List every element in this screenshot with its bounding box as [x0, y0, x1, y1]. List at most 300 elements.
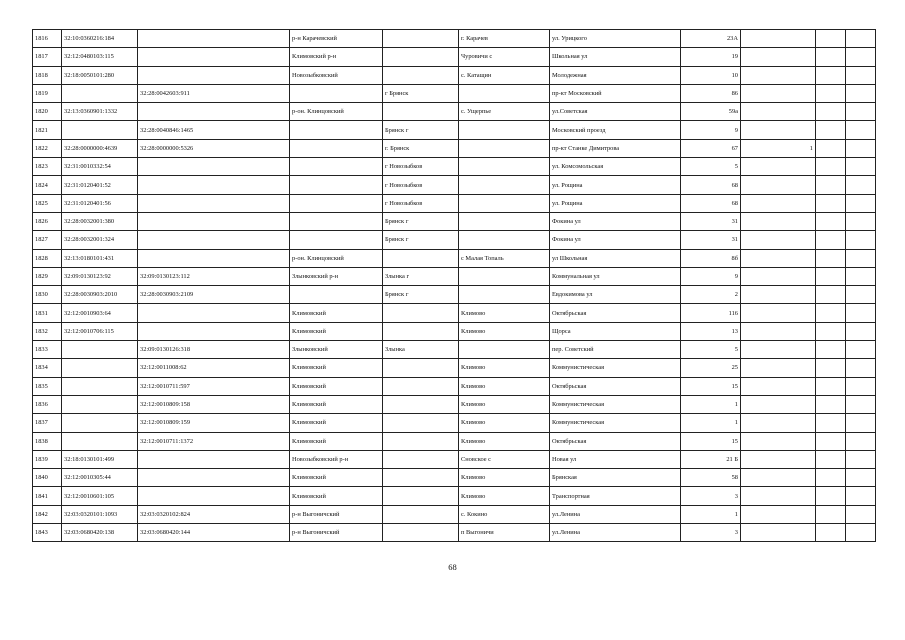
settlement-cell: [459, 231, 550, 249]
cadastral-number-cell: [62, 341, 138, 359]
row-number-cell: 1826: [33, 212, 62, 230]
apartment-cell: [741, 212, 816, 230]
empty-cell: [846, 30, 876, 48]
building-cadastral-number-cell: 32:12:0011008:62: [138, 359, 290, 377]
district-cell: Новозыбковский р-н: [290, 450, 383, 468]
cadastral-number-cell: 32:28:0032001:380: [62, 212, 138, 230]
city-cell: [383, 414, 459, 432]
empty-cell: [846, 267, 876, 285]
empty-cell: [816, 432, 846, 450]
settlement-cell: с. Катащин: [459, 66, 550, 84]
cadastral-number-cell: 32:10:0360216:184: [62, 30, 138, 48]
cadastral-number-cell: [62, 395, 138, 413]
settlement-cell: [459, 194, 550, 212]
apartment-cell: [741, 395, 816, 413]
settlement-cell: [459, 341, 550, 359]
settlement-cell: [459, 84, 550, 102]
row-number-cell: 1820: [33, 103, 62, 121]
empty-cell: [846, 414, 876, 432]
empty-cell: [846, 395, 876, 413]
street-cell: Московский проезд: [550, 121, 681, 139]
district-cell: [290, 84, 383, 102]
house-number-cell: 13: [681, 322, 741, 340]
house-number-cell: 9: [681, 267, 741, 285]
settlement-cell: Климово: [459, 304, 550, 322]
building-cadastral-number-cell: [138, 176, 290, 194]
table-row: [33, 66, 876, 84]
district-cell: [290, 176, 383, 194]
empty-cell: [846, 487, 876, 505]
city-cell: [383, 505, 459, 523]
street-cell: ул. Рощина: [550, 176, 681, 194]
table-row: [33, 267, 876, 285]
district-cell: [290, 231, 383, 249]
house-number-cell: 31: [681, 231, 741, 249]
cadastral-number-cell: [62, 359, 138, 377]
empty-cell: [816, 158, 846, 176]
cadastral-number-cell: 32:12:0480103:115: [62, 48, 138, 66]
house-number-cell: 23А: [681, 30, 741, 48]
building-cadastral-number-cell: [138, 212, 290, 230]
settlement-cell: Чуровичи с: [459, 48, 550, 66]
empty-cell: [846, 432, 876, 450]
house-number-cell: 15: [681, 377, 741, 395]
house-number-cell: 86: [681, 84, 741, 102]
settlement-cell: Климово: [459, 359, 550, 377]
apartment-cell: [741, 487, 816, 505]
house-number-cell: 31: [681, 212, 741, 230]
city-cell: Брянск г: [383, 121, 459, 139]
settlement-cell: [459, 176, 550, 194]
city-cell: [383, 30, 459, 48]
city-cell: г Новозыбков: [383, 158, 459, 176]
empty-cell: [816, 377, 846, 395]
house-number-cell: 1: [681, 505, 741, 523]
settlement-cell: с. Кокино: [459, 505, 550, 523]
house-number-cell: 1: [681, 414, 741, 432]
street-cell: ул.Ленина: [550, 524, 681, 542]
building-cadastral-number-cell: [138, 450, 290, 468]
district-cell: Климовский: [290, 469, 383, 487]
table-row: [33, 194, 876, 212]
house-number-cell: 116: [681, 304, 741, 322]
street-cell: Евдокимова ул: [550, 286, 681, 304]
district-cell: Климовский: [290, 377, 383, 395]
building-cadastral-number-cell: 32:12:0010711:597: [138, 377, 290, 395]
settlement-cell: [459, 139, 550, 157]
district-cell: [290, 139, 383, 157]
settlement-cell: [459, 158, 550, 176]
street-cell: Коммунальная ул: [550, 267, 681, 285]
district-cell: Новозыбковский: [290, 66, 383, 84]
building-cadastral-number-cell: [138, 158, 290, 176]
empty-cell: [846, 212, 876, 230]
apartment-cell: [741, 158, 816, 176]
apartment-cell: [741, 377, 816, 395]
city-cell: Брянск г: [383, 286, 459, 304]
empty-cell: [816, 212, 846, 230]
empty-cell: [816, 505, 846, 523]
house-number-cell: 5: [681, 341, 741, 359]
district-cell: р-н Выгоничский: [290, 524, 383, 542]
building-cadastral-number-cell: [138, 469, 290, 487]
row-number-cell: 1819: [33, 84, 62, 102]
empty-cell: [846, 139, 876, 157]
street-cell: Школьная ул: [550, 48, 681, 66]
row-number-cell: 1835: [33, 377, 62, 395]
row-number-cell: 1830: [33, 286, 62, 304]
apartment-cell: [741, 48, 816, 66]
apartment-cell: [741, 469, 816, 487]
empty-cell: [846, 231, 876, 249]
table-row: [33, 84, 876, 102]
table-row: [33, 524, 876, 542]
house-number-cell: 67: [681, 139, 741, 157]
cadastral-number-cell: 32:18:0050101:280: [62, 66, 138, 84]
empty-cell: [846, 194, 876, 212]
register-table: [32, 29, 876, 542]
building-cadastral-number-cell: 32:09:0130126:318: [138, 341, 290, 359]
district-cell: Климовский: [290, 359, 383, 377]
page-number: 68: [448, 562, 457, 572]
street-cell: Коммунистическая: [550, 395, 681, 413]
table-row: [33, 249, 876, 267]
city-cell: [383, 395, 459, 413]
city-cell: [383, 359, 459, 377]
empty-cell: [846, 103, 876, 121]
row-number-cell: 1838: [33, 432, 62, 450]
empty-cell: [846, 121, 876, 139]
cadastral-number-cell: 32:28:0000000:4639: [62, 139, 138, 157]
city-cell: Злынка г: [383, 267, 459, 285]
district-cell: Злынковский: [290, 341, 383, 359]
street-cell: Октябрьская: [550, 377, 681, 395]
empty-cell: [846, 48, 876, 66]
empty-cell: [816, 121, 846, 139]
street-cell: Коммунистическая: [550, 414, 681, 432]
row-number-cell: 1833: [33, 341, 62, 359]
row-number-cell: 1824: [33, 176, 62, 194]
city-cell: г Новозыбков: [383, 194, 459, 212]
apartment-cell: [741, 249, 816, 267]
table-row: [33, 341, 876, 359]
empty-cell: [816, 48, 846, 66]
cadastral-number-cell: [62, 377, 138, 395]
house-number-cell: 10: [681, 66, 741, 84]
city-cell: [383, 103, 459, 121]
settlement-cell: Климово: [459, 469, 550, 487]
empty-cell: [816, 231, 846, 249]
row-number-cell: 1843: [33, 524, 62, 542]
district-cell: р-он. Клинцовский: [290, 249, 383, 267]
empty-cell: [816, 487, 846, 505]
settlement-cell: [459, 286, 550, 304]
building-cadastral-number-cell: [138, 103, 290, 121]
street-cell: пер. Советский: [550, 341, 681, 359]
apartment-cell: [741, 286, 816, 304]
apartment-cell: [741, 30, 816, 48]
table-row: [33, 450, 876, 468]
row-number-cell: 1823: [33, 158, 62, 176]
empty-cell: [816, 414, 846, 432]
house-number-cell: 1: [681, 395, 741, 413]
house-number-cell: 2: [681, 286, 741, 304]
building-cadastral-number-cell: 32:28:0042603:911: [138, 84, 290, 102]
street-cell: Октябрьская: [550, 432, 681, 450]
empty-cell: [846, 176, 876, 194]
city-cell: [383, 377, 459, 395]
street-cell: пр-кт Московский: [550, 84, 681, 102]
apartment-cell: [741, 304, 816, 322]
table-row: [33, 176, 876, 194]
building-cadastral-number-cell: [138, 194, 290, 212]
table-row: [33, 505, 876, 523]
city-cell: г Брянск: [383, 84, 459, 102]
cadastral-number-cell: 32:18:0130101:499: [62, 450, 138, 468]
building-cadastral-number-cell: 32:28:0030903:2109: [138, 286, 290, 304]
cadastral-number-cell: [62, 121, 138, 139]
settlement-cell: с Малая Топаль: [459, 249, 550, 267]
settlement-cell: г. Карачев: [459, 30, 550, 48]
table-row: [33, 359, 876, 377]
city-cell: г. Брянск: [383, 139, 459, 157]
cadastral-number-cell: 32:31:0120401:52: [62, 176, 138, 194]
street-cell: ул.Советская: [550, 103, 681, 121]
apartment-cell: 1: [741, 139, 816, 157]
settlement-cell: с. Ущерпье: [459, 103, 550, 121]
table-row: [33, 395, 876, 413]
settlement-cell: [459, 267, 550, 285]
empty-cell: [846, 322, 876, 340]
city-cell: [383, 469, 459, 487]
street-cell: Молодежная: [550, 66, 681, 84]
table-row: [33, 103, 876, 121]
empty-cell: [846, 359, 876, 377]
apartment-cell: [741, 359, 816, 377]
table-row: [33, 30, 876, 48]
empty-cell: [816, 30, 846, 48]
row-number-cell: 1842: [33, 505, 62, 523]
settlement-cell: Климово: [459, 414, 550, 432]
building-cadastral-number-cell: [138, 304, 290, 322]
district-cell: Климовский: [290, 414, 383, 432]
empty-cell: [816, 341, 846, 359]
empty-cell: [846, 469, 876, 487]
street-cell: ул.Ленина: [550, 505, 681, 523]
empty-cell: [846, 249, 876, 267]
city-cell: [383, 524, 459, 542]
row-number-cell: 1829: [33, 267, 62, 285]
building-cadastral-number-cell: [138, 231, 290, 249]
cadastral-number-cell: 32:12:0010601:105: [62, 487, 138, 505]
empty-cell: [846, 505, 876, 523]
row-number-cell: 1841: [33, 487, 62, 505]
apartment-cell: [741, 194, 816, 212]
house-number-cell: 58: [681, 469, 741, 487]
city-cell: [383, 487, 459, 505]
house-number-cell: 25: [681, 359, 741, 377]
empty-cell: [846, 286, 876, 304]
cadastral-number-cell: 32:31:0010332:54: [62, 158, 138, 176]
district-cell: Климовский: [290, 304, 383, 322]
empty-cell: [816, 322, 846, 340]
apartment-cell: [741, 341, 816, 359]
district-cell: Климовский: [290, 487, 383, 505]
building-cadastral-number-cell: 32:12:0010809:158: [138, 395, 290, 413]
empty-cell: [816, 450, 846, 468]
empty-cell: [816, 524, 846, 542]
house-number-cell: 59а: [681, 103, 741, 121]
building-cadastral-number-cell: 32:03:0320102:824: [138, 505, 290, 523]
table-row: [33, 139, 876, 157]
cadastral-number-cell: 32:13:0360901:1332: [62, 103, 138, 121]
table-row: [33, 304, 876, 322]
city-cell: г Новозыбков: [383, 176, 459, 194]
building-cadastral-number-cell: 32:12:0010809:159: [138, 414, 290, 432]
cadastral-number-cell: 32:13:0180101:431: [62, 249, 138, 267]
street-cell: ул. Комсомольская: [550, 158, 681, 176]
empty-cell: [846, 66, 876, 84]
district-cell: [290, 158, 383, 176]
city-cell: Злынка: [383, 341, 459, 359]
house-number-cell: 15: [681, 432, 741, 450]
district-cell: р-н Выгоничский: [290, 505, 383, 523]
house-number-cell: 68: [681, 176, 741, 194]
city-cell: [383, 322, 459, 340]
district-cell: р-он. Клинцовский: [290, 103, 383, 121]
building-cadastral-number-cell: 32:03:0680420:144: [138, 524, 290, 542]
cadastral-number-cell: 32:28:0032001:324: [62, 231, 138, 249]
house-number-cell: 68: [681, 194, 741, 212]
building-cadastral-number-cell: 32:09:0130123:112: [138, 267, 290, 285]
street-cell: Фокина ул: [550, 212, 681, 230]
row-number-cell: 1827: [33, 231, 62, 249]
cadastral-number-cell: 32:12:0010305:44: [62, 469, 138, 487]
table-row: [33, 487, 876, 505]
street-cell: Коммунистическая: [550, 359, 681, 377]
row-number-cell: 1832: [33, 322, 62, 340]
row-number-cell: 1816: [33, 30, 62, 48]
street-cell: Транспортная: [550, 487, 681, 505]
empty-cell: [816, 359, 846, 377]
settlement-cell: [459, 121, 550, 139]
house-number-cell: 3: [681, 524, 741, 542]
empty-cell: [846, 524, 876, 542]
row-number-cell: 1818: [33, 66, 62, 84]
district-cell: Климовский: [290, 395, 383, 413]
district-cell: Злынковский р-н: [290, 267, 383, 285]
row-number-cell: 1839: [33, 450, 62, 468]
row-number-cell: 1836: [33, 395, 62, 413]
empty-cell: [816, 139, 846, 157]
street-cell: ул. Рощина: [550, 194, 681, 212]
apartment-cell: [741, 414, 816, 432]
apartment-cell: [741, 103, 816, 121]
house-number-cell: 5: [681, 158, 741, 176]
apartment-cell: [741, 66, 816, 84]
city-cell: [383, 48, 459, 66]
street-cell: ул Школьная: [550, 249, 681, 267]
apartment-cell: [741, 176, 816, 194]
row-number-cell: 1828: [33, 249, 62, 267]
table-row: [33, 158, 876, 176]
table-row: [33, 286, 876, 304]
city-cell: [383, 450, 459, 468]
cadastral-number-cell: 32:31:0120401:56: [62, 194, 138, 212]
apartment-cell: [741, 84, 816, 102]
table-row: [33, 432, 876, 450]
city-cell: [383, 432, 459, 450]
cadastral-number-cell: 32:28:0030903:2010: [62, 286, 138, 304]
table-row: [33, 377, 876, 395]
row-number-cell: 1831: [33, 304, 62, 322]
house-number-cell: 9: [681, 121, 741, 139]
street-cell: пр-кт Станке Димитрова: [550, 139, 681, 157]
building-cadastral-number-cell: 32:28:0000000:5326: [138, 139, 290, 157]
apartment-cell: [741, 432, 816, 450]
table-row: [33, 469, 876, 487]
street-cell: Октябрьская: [550, 304, 681, 322]
house-number-cell: 3: [681, 487, 741, 505]
register-table-body: [33, 30, 876, 542]
table-row: [33, 212, 876, 230]
cadastral-number-cell: [62, 84, 138, 102]
cadastral-number-cell: 32:12:0010903:64: [62, 304, 138, 322]
apartment-cell: [741, 267, 816, 285]
empty-cell: [846, 158, 876, 176]
district-cell: Климовский: [290, 322, 383, 340]
table-row: [33, 231, 876, 249]
table-row: [33, 121, 876, 139]
street-cell: Щорса: [550, 322, 681, 340]
settlement-cell: [459, 212, 550, 230]
city-cell: [383, 249, 459, 267]
row-number-cell: 1821: [33, 121, 62, 139]
table-row: [33, 48, 876, 66]
row-number-cell: 1834: [33, 359, 62, 377]
apartment-cell: [741, 121, 816, 139]
empty-cell: [846, 377, 876, 395]
district-cell: [290, 121, 383, 139]
empty-cell: [816, 176, 846, 194]
empty-cell: [816, 66, 846, 84]
city-cell: Брянск г: [383, 212, 459, 230]
district-cell: [290, 194, 383, 212]
row-number-cell: 1837: [33, 414, 62, 432]
row-number-cell: 1825: [33, 194, 62, 212]
building-cadastral-number-cell: [138, 66, 290, 84]
apartment-cell: [741, 322, 816, 340]
empty-cell: [816, 469, 846, 487]
row-number-cell: 1840: [33, 469, 62, 487]
empty-cell: [846, 304, 876, 322]
apartment-cell: [741, 450, 816, 468]
cadastral-number-cell: 32:09:0130123:92: [62, 267, 138, 285]
empty-cell: [846, 341, 876, 359]
district-cell: р-н Карачевский: [290, 30, 383, 48]
table-row: [33, 322, 876, 340]
house-number-cell: 8б: [681, 249, 741, 267]
settlement-cell: Климово: [459, 487, 550, 505]
building-cadastral-number-cell: [138, 249, 290, 267]
street-cell: Новая ул: [550, 450, 681, 468]
building-cadastral-number-cell: [138, 30, 290, 48]
street-cell: Фокина ул: [550, 231, 681, 249]
house-number-cell: 21 Б: [681, 450, 741, 468]
building-cadastral-number-cell: [138, 487, 290, 505]
settlement-cell: Климово: [459, 395, 550, 413]
cadastral-number-cell: [62, 414, 138, 432]
